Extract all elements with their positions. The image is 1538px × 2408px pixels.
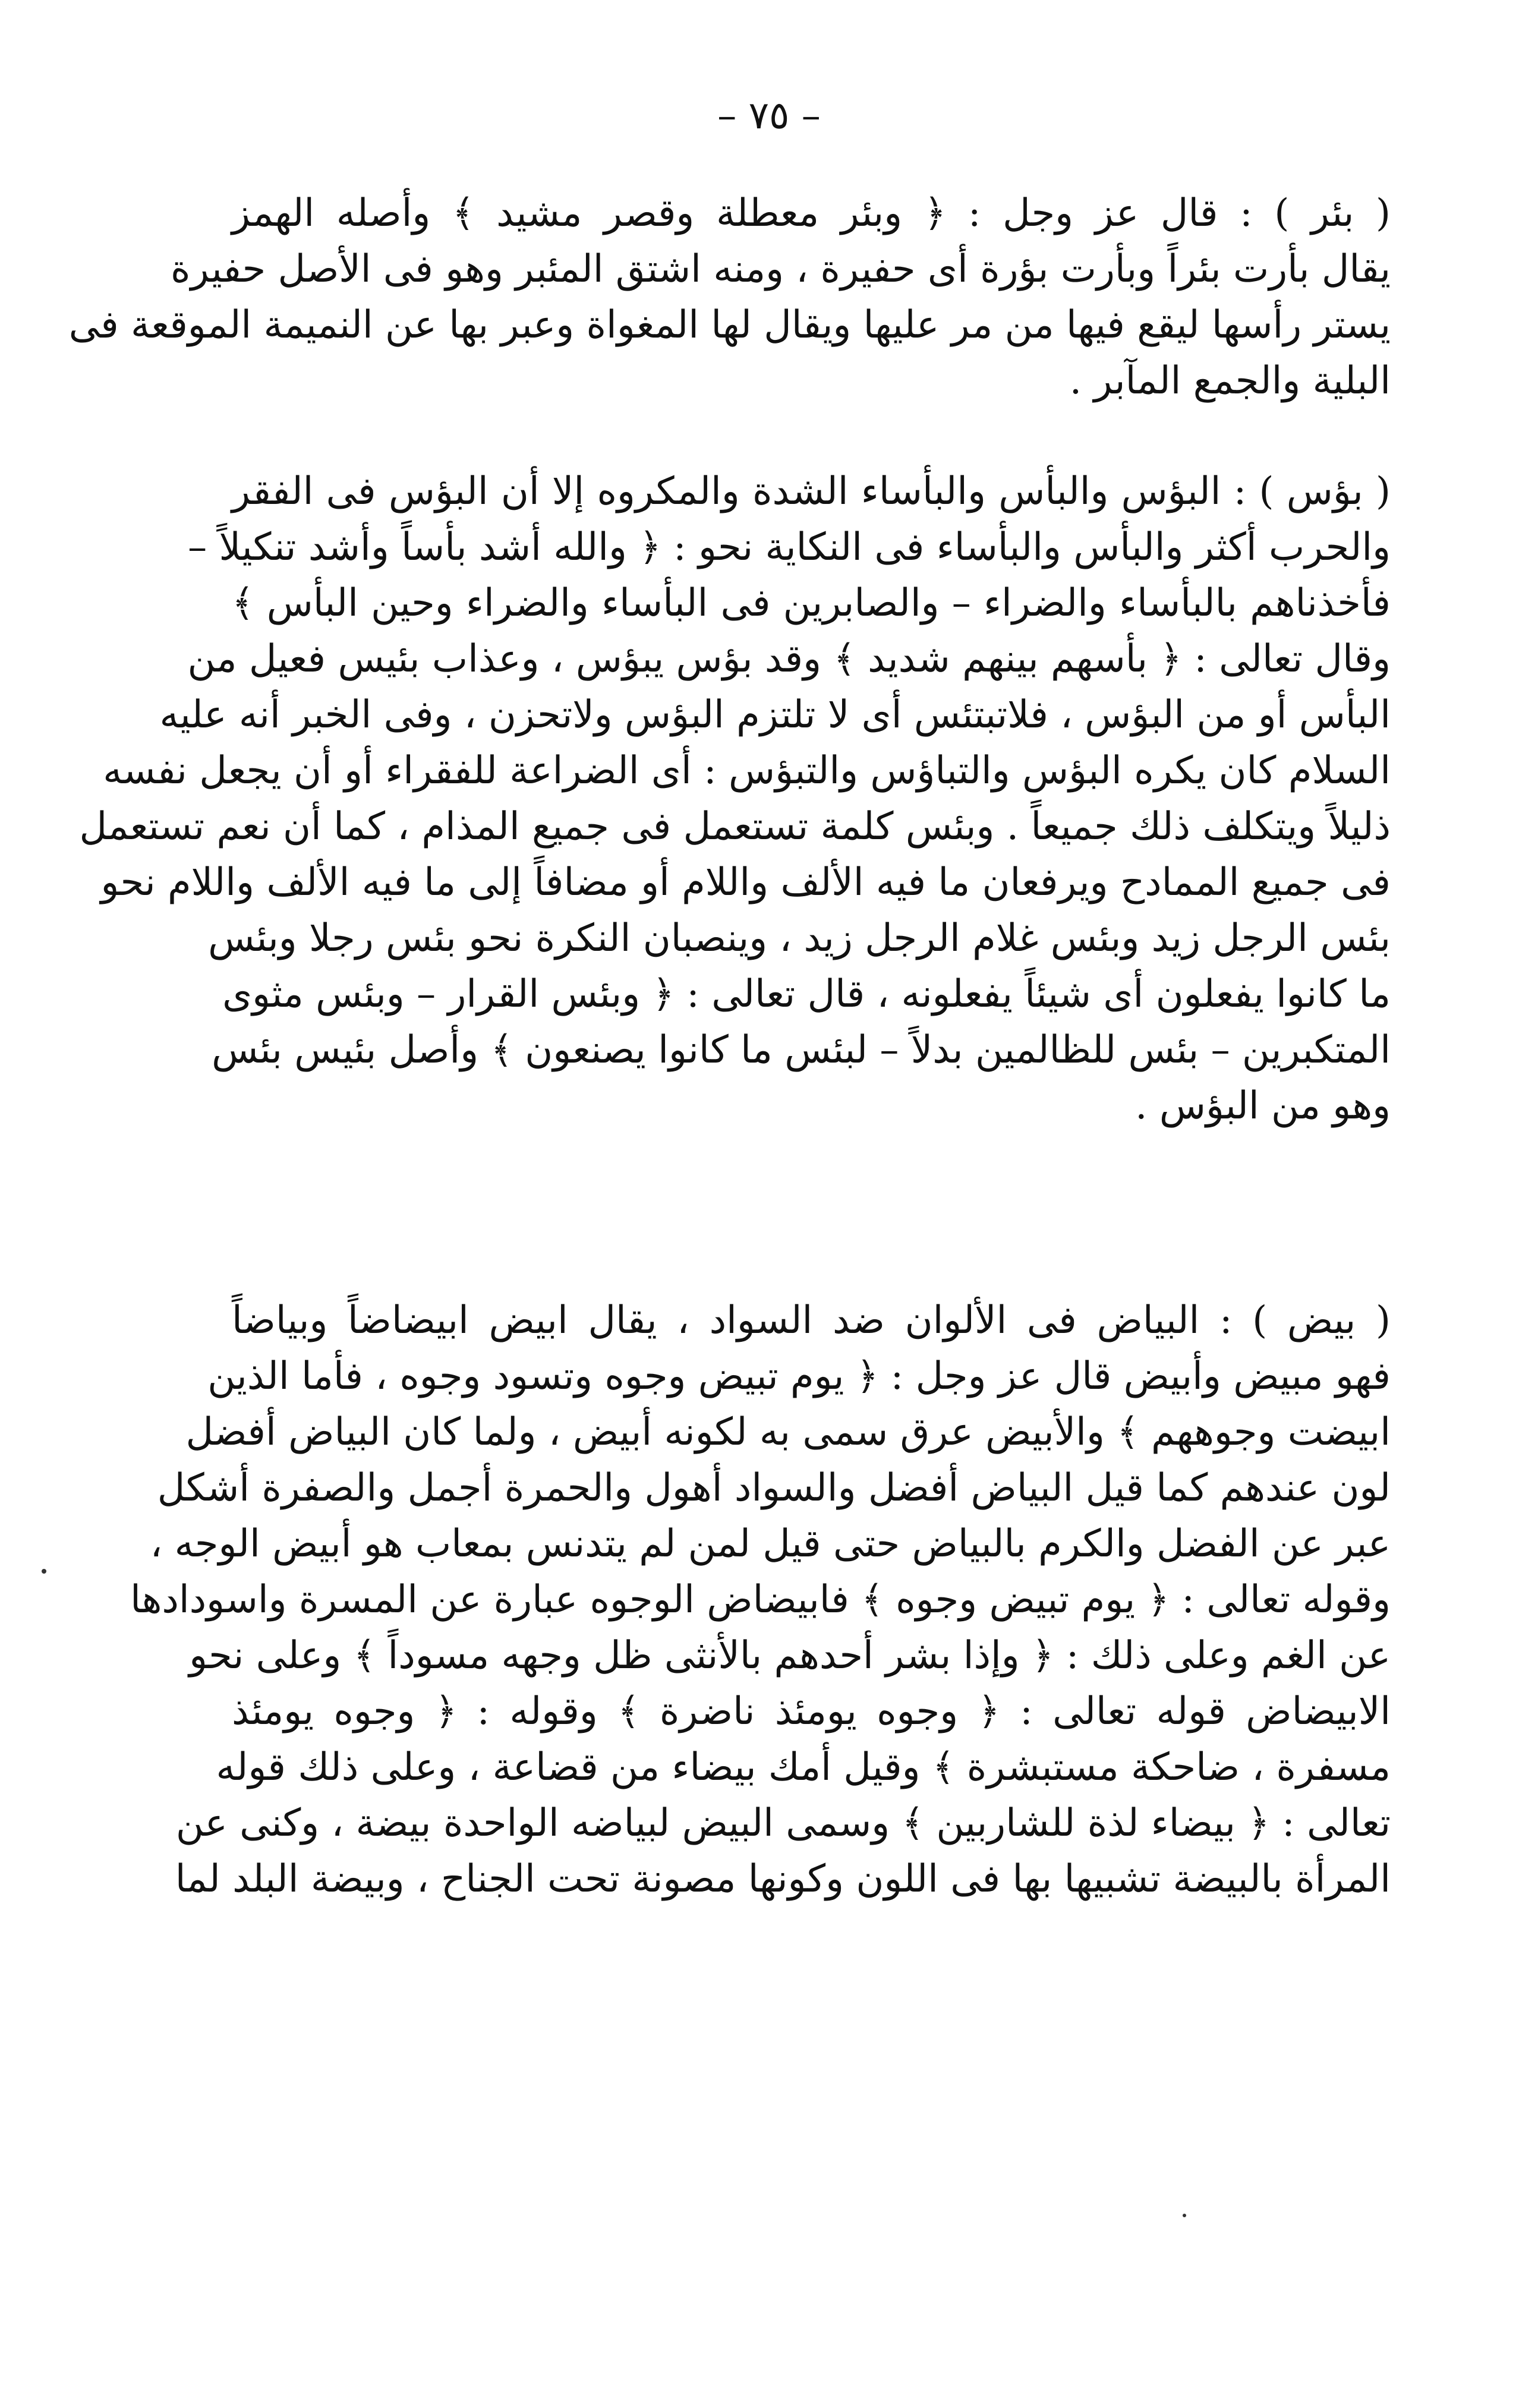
text-line: فى جميع الممادح ويرفعان ما فيه الألف واللام أو مضافاً إلى ما فيه الألف واللام نحو xyxy=(100,861,1391,904)
text-line: مسفرة ، ضاحكة مستبشرة ﴾ وقيل أمك بيضاء من قضاعة ، وعلى ذلك قوله xyxy=(216,1745,1391,1789)
text-line: ما كانوا يفعلون أى شيئاً يفعلونه ، قال تعالى : ﴿ وبئس القرار – وبئس مثوى xyxy=(222,972,1391,1016)
text-line: وقوله تعالى : ﴿ يوم تبيض وجوه ﴾ فابيضاض الوجوه عبارة عن المسرة واسودادها xyxy=(130,1578,1391,1622)
text-line: الابيضاض قوله تعالى : ﴿ وجوه يومئذ ناضرة ﴾ وقوله : ﴿ وجوه يومئذ xyxy=(232,1690,1391,1733)
entry-bi-r xyxy=(68,185,1391,409)
text-line: ( بيض ) : البياض فى الألوان ضد السواد ، يقال ابيض ابيضاضاً وبياضاً xyxy=(232,1298,1391,1342)
page-number: – ٧٥ – xyxy=(717,94,821,138)
entry-bayd xyxy=(130,1293,1391,1907)
text-line: وقال تعالى : ﴿ بأسهم بينهم شديد ﴾ وقد بؤس يبؤس ، وعذاب بئيس فعيل من xyxy=(187,637,1391,681)
text-line: يستر رأسها ليقع فيها من مر عليها ويقال لها المغواة وعبر بها عن النميمة الموقعة فى xyxy=(68,303,1391,347)
text-line: لون عندهم كما قيل البياض أفضل والسواد أهول والحمرة أجمل والصفرة أشكل xyxy=(157,1466,1391,1510)
text-line: ابيضت وجوههم ﴾ والأبيض عرق سمى به لكونه أبيض ، ولما كان البياض أفضل xyxy=(185,1410,1391,1454)
scan-speck xyxy=(42,1569,46,1574)
scan-speck xyxy=(1183,2214,1186,2217)
text-line: البلية والجمع المآبر . xyxy=(1069,359,1391,403)
text-line: ذليلاً ويتكلف ذلك جميعاً . وبئس كلمة تستعمل فى جميع المذام ، كما أن نعم تستعمل xyxy=(79,805,1391,849)
entry-bu-s xyxy=(79,464,1391,1134)
text-line: ( بؤس ) : البؤس والبأس والبأساء الشدة والمكروه إلا أن البؤس فى الفقر xyxy=(232,469,1391,513)
text-line: عن الغم وعلى ذلك : ﴿ وإذا بشر أحدهم بالأنثى ظل وجهه مسوداً ﴾ وعلى نحو xyxy=(189,1634,1391,1678)
text-line: فهو مبيض وأبيض قال عز وجل : ﴿ يوم تبيض وجوه وتسود وجوه ، فأما الذين xyxy=(207,1354,1391,1398)
text-line: وهو من البؤس . xyxy=(1135,1084,1391,1128)
text-line: السلام كان يكره البؤس والتباؤس والتبؤس : أى الضراعة للفقراء أو أن يجعل نفسه xyxy=(103,749,1391,793)
text-line: المتكبرين – بئس للظالمين بدلاً – لبئس ما كانوا يصنعون ﴾ وأصل بئيس بئس xyxy=(212,1028,1391,1072)
text-line: تعالى : ﴿ بيضاء لذة للشاربين ﴾ وسمى البيض لبياضه الواحدة بيضة ، وكنى عن xyxy=(175,1801,1391,1845)
text-line: يقال بأرت بئراً وبأرت بؤرة أى حفيرة ، ومنه اشتق المئبر وهو فى الأصل حفيرة xyxy=(171,247,1391,291)
text-line: والحرب أكثر والبأس والبأساء فى النكاية نحو : ﴿ والله أشد بأساً وأشد تنكيلاً – xyxy=(188,525,1391,569)
text-line: عبر عن الفضل والكرم بالبياض حتى قيل لمن لم يتدنس بمعاب هو أبيض الوجه ، xyxy=(150,1522,1391,1566)
text-line: فأخذناهم بالبأساء والضراء – والصابرين فى البأساء والضراء وحين البأس ﴾ xyxy=(232,581,1391,625)
text-line: بئس الرجل زيد وبئس غلام الرجل زيد ، وينصبان النكرة نحو بئس رجلا وبئس xyxy=(208,916,1391,960)
text-line: البأس أو من البؤس ، فلاتبتئس أى لا تلتزم البؤس ولاتحزن ، وفى الخبر أنه عليه xyxy=(159,693,1391,737)
text-line: ( بئر ) : قال عز وجل : ﴿ وبئر معطلة وقصر مشيد ﴾ وأصله الهمز xyxy=(232,191,1391,235)
text-line: المرأة بالبيضة تشبيها بها فى اللون وكونها مصونة تحت الجناح ، وبيضة البلد لما xyxy=(175,1857,1391,1901)
